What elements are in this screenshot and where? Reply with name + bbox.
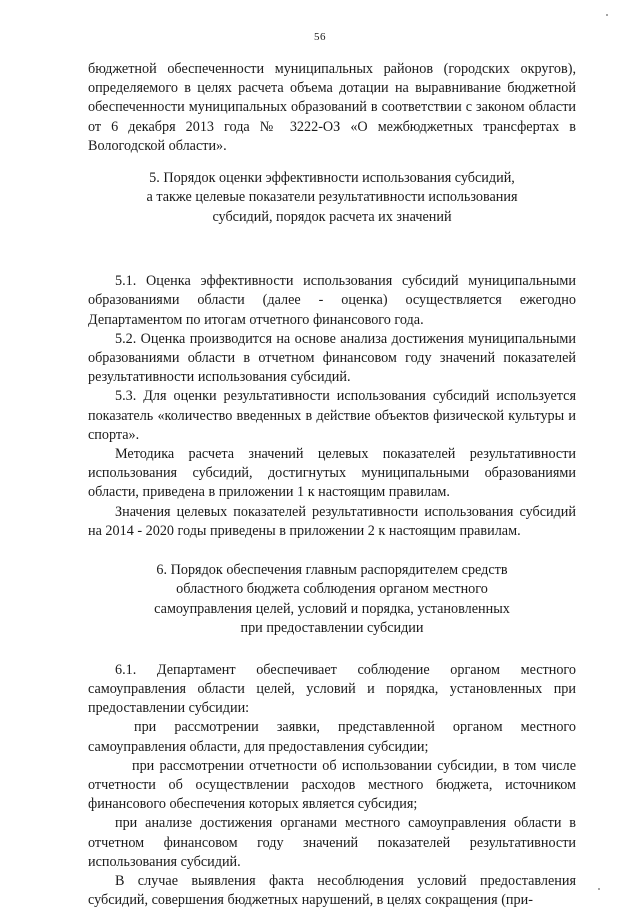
list-item-performance-analysis: при анализе достижения органами местного самоуправления области в отчетном финансовом году значений показателей результативности использования субсидий. [88,815,576,870]
section-6-heading [88,561,576,639]
section-6-heading-line: при предоставлении субсидии [240,620,424,637]
section-5-heading [88,169,576,227]
paragraph-6-1: 6.1. Департамент обеспечивает соблюдение органом местного самоуправления области целей, условий и порядка, установленных при предоставлении субсидии: [88,661,576,717]
section-5-heading-line: а также целевые показатели результативности использования [146,189,518,206]
list-item-application-review: при рассмотрении заявки, представленной органом местного самоуправления области, для предоставления субсидии; [88,719,576,755]
paragraph-5-2: 5.2. Оценка производится на основе анализа достижения муниципальными образованиями области в отчетном финансовом году значений показателей результативности использования субсидий. [88,330,576,386]
section-6-heading-line: областного бюджета соблюдения органом местного [176,581,488,598]
page-number: 56 [314,31,326,43]
page-content [88,60,576,910]
paragraph-target-values: Значения целевых показателей результативности использования субсидий на 2014 - 2020 годы приведены в приложении 2 к настоящим правилам. [88,503,576,539]
scan-speck [598,888,600,890]
paragraph-violations: В случае выявления факта несоблюдения условий предоставления субсидий, совершения бюджетных нарушений, в целях сокращения (при- [88,872,576,909]
section-5-heading-line: 5. Порядок оценки эффективности использования субсидий, [149,170,515,187]
paragraph-5-3: 5.3. Для оценки результативности использования субсидий используется показатель «количество введенных в действие объектов физической культуры и спорта». [88,388,576,443]
scan-speck [606,14,608,16]
paragraph-methodology: Методика расчета значений целевых показателей результативности использования субсидий, достигнутых муниципальными образованиями области, приведена в приложении 1 к настоящим правилам. [88,446,576,501]
intro-paragraph: бюджетной обеспеченности муниципальных районов (городских округов), определяемого в целях расчета объема дотации на выравнивание бюджетной обеспеченности муниципальных образований в соответствии с законом области от 6 декабря 2013 года № 3222-ОЗ «О межбюджетных трансфертах в Вологодской области». [88,61,576,154]
section-5-heading-line: субсидий, порядок расчета их значений [212,208,452,225]
section-6-heading-line: самоуправления целей, условий и порядка, установленных [154,600,510,617]
list-item-reporting-review: при рассмотрении отчетности об использовании субсидии, в том числе отчетности об осуществлении расходов местного бюджета, источником финансового обеспечения которых является субсидия; [88,757,576,813]
section-6-heading-line: 6. Порядок обеспечения главным распорядителем средств [156,562,508,579]
paragraph-5-1: 5.1. Оценка эффективности использования субсидий муниципальными образованиями области (далее - оценка) осуществляется ежегодно Департаментом по итогам отчетного финансового года. [88,273,576,328]
